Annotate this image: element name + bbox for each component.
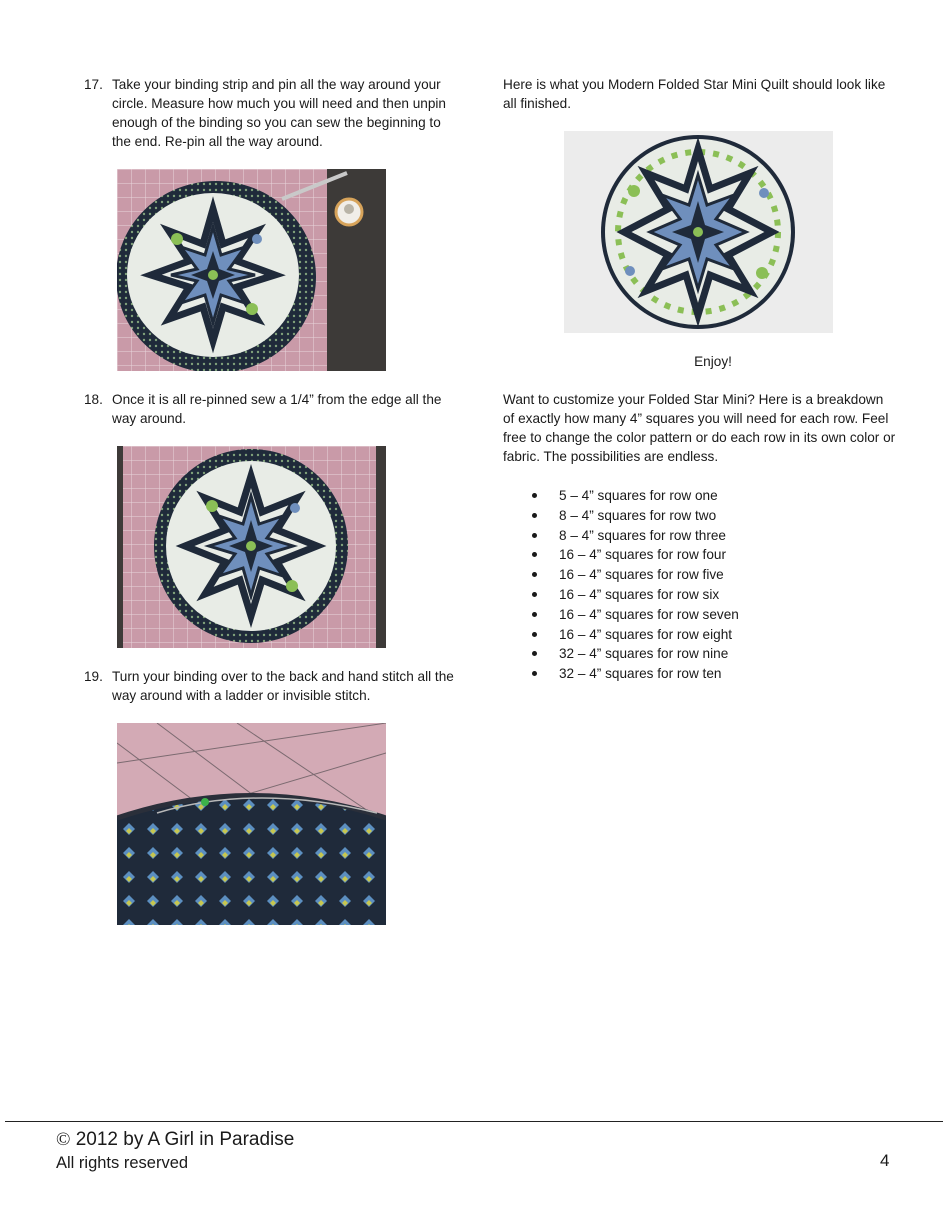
list-item-text: 8 – 4” squares for row two bbox=[559, 507, 717, 523]
photo-sewn-binding bbox=[117, 446, 386, 648]
copyright-icon: © bbox=[56, 1129, 71, 1150]
finished-intro: Here is what you Modern Folded Star Mini Quilt should look like all finished. bbox=[503, 77, 886, 111]
list-item bbox=[503, 486, 739, 506]
list-item bbox=[503, 526, 739, 546]
bullet-icon bbox=[532, 612, 537, 617]
bullet-icon bbox=[532, 592, 537, 597]
list-item-text: 32 – 4” squares for row ten bbox=[559, 666, 722, 682]
step-number: 18. bbox=[84, 392, 103, 407]
bullet-icon bbox=[532, 651, 537, 656]
photo-pinned-binding bbox=[117, 169, 386, 371]
list-item-text: 16 – 4” squares for row six bbox=[559, 586, 720, 602]
step-18 bbox=[84, 390, 454, 428]
bullet-icon bbox=[532, 632, 537, 637]
customize-intro: Want to customize your Folded Star Mini? Here is a breakdown of exactly how many 4” squares you will need for each row. Feel free to change the color pattern or do each row in its own color or fabric. The possibilities are endless. bbox=[503, 392, 896, 464]
page-number: 4 bbox=[880, 1151, 890, 1170]
bullet-icon bbox=[532, 552, 537, 557]
list-item-text: 5 – 4” squares for row one bbox=[559, 488, 718, 503]
footer-copyright bbox=[56, 1128, 294, 1152]
list-item bbox=[503, 585, 739, 605]
footer-rights: All rights reserved bbox=[56, 1154, 189, 1172]
copyright-text: 2012 by A Girl in Paradise bbox=[70, 1129, 295, 1150]
bullet-icon bbox=[532, 493, 537, 498]
step-text: Once it is all re-pinned sew a 1/4” from the edge all the way around. bbox=[112, 392, 442, 426]
step-17 bbox=[84, 75, 454, 151]
squares-list bbox=[503, 486, 739, 684]
list-item bbox=[503, 605, 739, 625]
list-item bbox=[503, 545, 739, 565]
step-19 bbox=[84, 667, 454, 705]
list-item bbox=[503, 565, 739, 585]
step-number: 17. bbox=[84, 77, 103, 92]
list-item-text: 32 – 4” squares for row nine bbox=[559, 646, 729, 662]
list-item bbox=[503, 644, 739, 664]
list-item bbox=[503, 506, 739, 526]
list-item-text: 16 – 4” squares for row five bbox=[559, 567, 724, 583]
list-item-text: 16 – 4” squares for row four bbox=[559, 547, 726, 563]
footer-divider bbox=[5, 1121, 943, 1122]
list-item-text: 8 – 4” squares for row three bbox=[559, 527, 726, 543]
step-text: Take your binding strip and pin all the way around your circle. Measure how much you will need and then unpin enough of the binding so you can sew the beginning to the end. Re-pin all the way around. bbox=[112, 77, 446, 149]
enjoy-text: Enjoy! bbox=[694, 354, 732, 369]
bullet-icon bbox=[532, 533, 537, 538]
photo-finished-quilt bbox=[564, 131, 833, 333]
bullet-icon bbox=[532, 513, 537, 518]
list-item-text: 16 – 4” squares for row eight bbox=[559, 626, 733, 642]
step-number: 19. bbox=[84, 669, 103, 684]
list-item bbox=[503, 625, 739, 645]
bullet-icon bbox=[532, 671, 537, 676]
step-text: Turn your binding over to the back and hand stitch all the way around with a ladder or invisible stitch. bbox=[112, 669, 454, 703]
photo-hand-stitch bbox=[117, 723, 386, 925]
bullet-icon bbox=[532, 572, 537, 577]
list-item-text: 16 – 4” squares for row seven bbox=[559, 606, 739, 622]
list-item bbox=[503, 664, 739, 684]
